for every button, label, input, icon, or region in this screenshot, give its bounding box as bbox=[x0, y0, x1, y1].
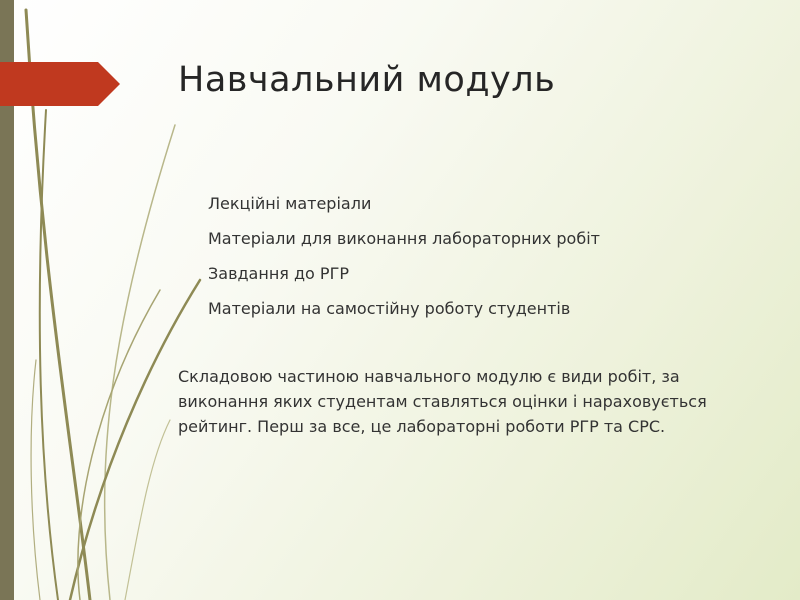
bullet-list bbox=[176, 186, 600, 326]
list-item-text: Завдання до РГР bbox=[208, 264, 349, 283]
list-item-text: Матеріали на самостійну роботу студентів bbox=[208, 299, 571, 318]
red-arrow-marker-icon bbox=[0, 62, 120, 106]
body-paragraph: Складовою частиною навчального модулю є види робіт, за виконання яких студентам ставляться оцінки і нараховується рейтинг. Перш за все, це лабораторні роботи РГР та СРС. bbox=[178, 367, 707, 436]
list-item bbox=[176, 186, 600, 221]
list-item bbox=[176, 291, 600, 326]
list-item bbox=[176, 256, 600, 291]
list-item bbox=[176, 221, 600, 256]
list-item-text: Лекційні матеріали bbox=[208, 194, 372, 213]
list-item-text: Матеріали для виконання лабораторних робіт bbox=[208, 229, 600, 248]
slide-title: Навчальний модуль bbox=[178, 60, 556, 100]
